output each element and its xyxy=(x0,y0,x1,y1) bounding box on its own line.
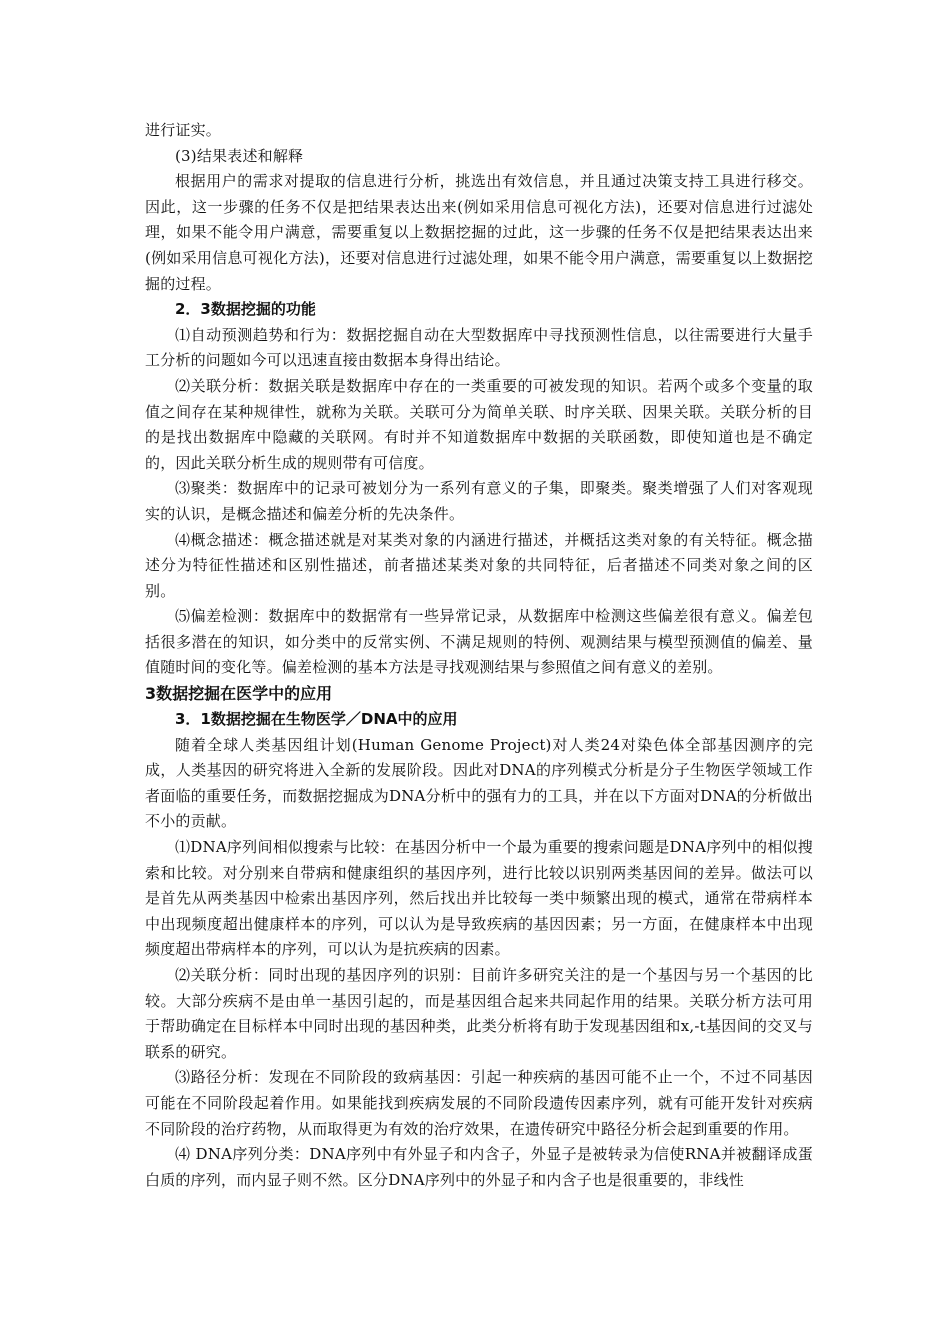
body-paragraph: (3)结果表述和解释 xyxy=(175,146,304,165)
subsection-heading: 2．3数据挖掘的功能 xyxy=(175,300,316,319)
body-paragraph: 根据用户的需求对提取的信息进行分析，挑选出有效信息，并且通过决策支持工具进行移交。因此，这一步骤的任务不仅是把结果表达出来(例如采用信息可视化方法)，还要对信息进行过滤处理，如果不能令用户满意，需要重复以上数据挖掘的过此，这一步骤的任务不仅是把结果表达出来(例如采用信息可视化方法)，还要对信息进行过滤处理，如果不能令用户满意，需要重复以上数据挖掘的过程。 xyxy=(145,172,813,293)
document-page xyxy=(145,118,813,1193)
body-paragraph: ⑷概念描述：概念描述就是对某类对象的内涵进行描述，并概括这类对象的有关特征。概念描述分为特征性描述和区别性描述，前者描述某类对象的共同特征，后者描述不同类对象之间的区别。 xyxy=(145,530,813,600)
body-paragraph: ⑴自动预测趋势和行为：数据挖掘自动在大型数据库中寻找预测性信息，以往需要进行大量手工分析的问题如今可以迅速直接由数据本身得出结论。 xyxy=(145,325,813,370)
section-heading: 3数据挖掘在医学中的应用 xyxy=(145,684,333,704)
body-paragraph: ⑴DNA序列间相似搜索与比较：在基因分析中一个最为重要的搜索问题是DNA序列中的相似搜索和比较。对分别来自带病和健康组织的基因序列，进行比较以识别两类基因间的差异。做法可以是首先从两类基因中检索出基因序列，然后找出并比较每一类中频繁出现的模式，通常在带病样本中出现频度超出健康样本的序列，可以认为是导致疾病的基因因素；另一方面，在健康样本中出现频度超出带病样本的序列，可以认为是抗疾病的因素。 xyxy=(145,838,813,959)
body-paragraph: 进行证实。 xyxy=(145,121,222,139)
body-paragraph: ⑶路径分析：发现在不同阶段的致病基因：引起一种疾病的基因可能不止一个，不过不同基因可能在不同阶段起着作用。如果能找到疾病发展的不同阶段遗传因素序列，就有可能开发针对疾病不同阶段的治疗药物，从而取得更为有效的治疗效果，在遗传研究中路径分析会起到重要的作用。 xyxy=(145,1068,813,1138)
body-paragraph: ⑷ DNA序列分类：DNA序列中有外显子和内含子，外显子是被转录为信使RNA并被翻译成蛋白质的序列，而内显子则不然。区分DNA序列中的外显子和内含子也是很重要的，非线性 xyxy=(145,1145,813,1189)
body-paragraph: ⑸偏差检测：数据库中的数据常有一些异常记录，从数据库中检测这些偏差很有意义。偏差包括很多潜在的知识，如分类中的反常实例、不满足规则的特例、观测结果与模型预测值的偏差、量值随时间的变化等。偏差检测的基本方法是寻找观测结果与参照值之间有意义的差别。 xyxy=(145,607,813,677)
subsection-heading: 3．1数据挖掘在生物医学／DNA中的应用 xyxy=(175,710,458,729)
body-paragraph: ⑵关联分析：同时出现的基因序列的识别：目前许多研究关注的是一个基因与另一个基因的比较。大部分疾病不是由单一基因引起的，而是基因组合起来共同起作用的结果。关联分析方法可用于帮助确定在目标样本中同时出现的基因种类，此类分析将有助于发现基因组和x,-t基因间的交叉与联系的研究。 xyxy=(145,966,813,1061)
body-paragraph: 随着全球人类基因组计划(Human Genome Project)对人类24对染色体全部基因测序的完成，人类基因的研究将进入全新的发展阶段。因此对DNA的序列模式分析是分子生物医学领域工作者面临的重要任务，而数据挖掘成为DNA分析中的强有力的工具，并在以下方面对DNA的分析做出不小的贡献。 xyxy=(145,735,813,831)
body-paragraph: ⑶聚类：数据库中的记录可被划分为一系列有意义的子集，即聚类。聚类增强了人们对客观现实的认识，是概念描述和偏差分析的先决条件。 xyxy=(145,479,813,523)
body-paragraph: ⑵关联分析：数据关联是数据库中存在的一类重要的可被发现的知识。若两个或多个变量的取值之间存在某种规律性，就称为关联。关联可分为简单关联、时序关联、因果关联。关联分析的目的是找出数据库中隐藏的关联网。有时并不知道数据库中数据的关联函数，即使知道也是不确定的，因此关联分析生成的规则带有可信度。 xyxy=(145,376,813,472)
